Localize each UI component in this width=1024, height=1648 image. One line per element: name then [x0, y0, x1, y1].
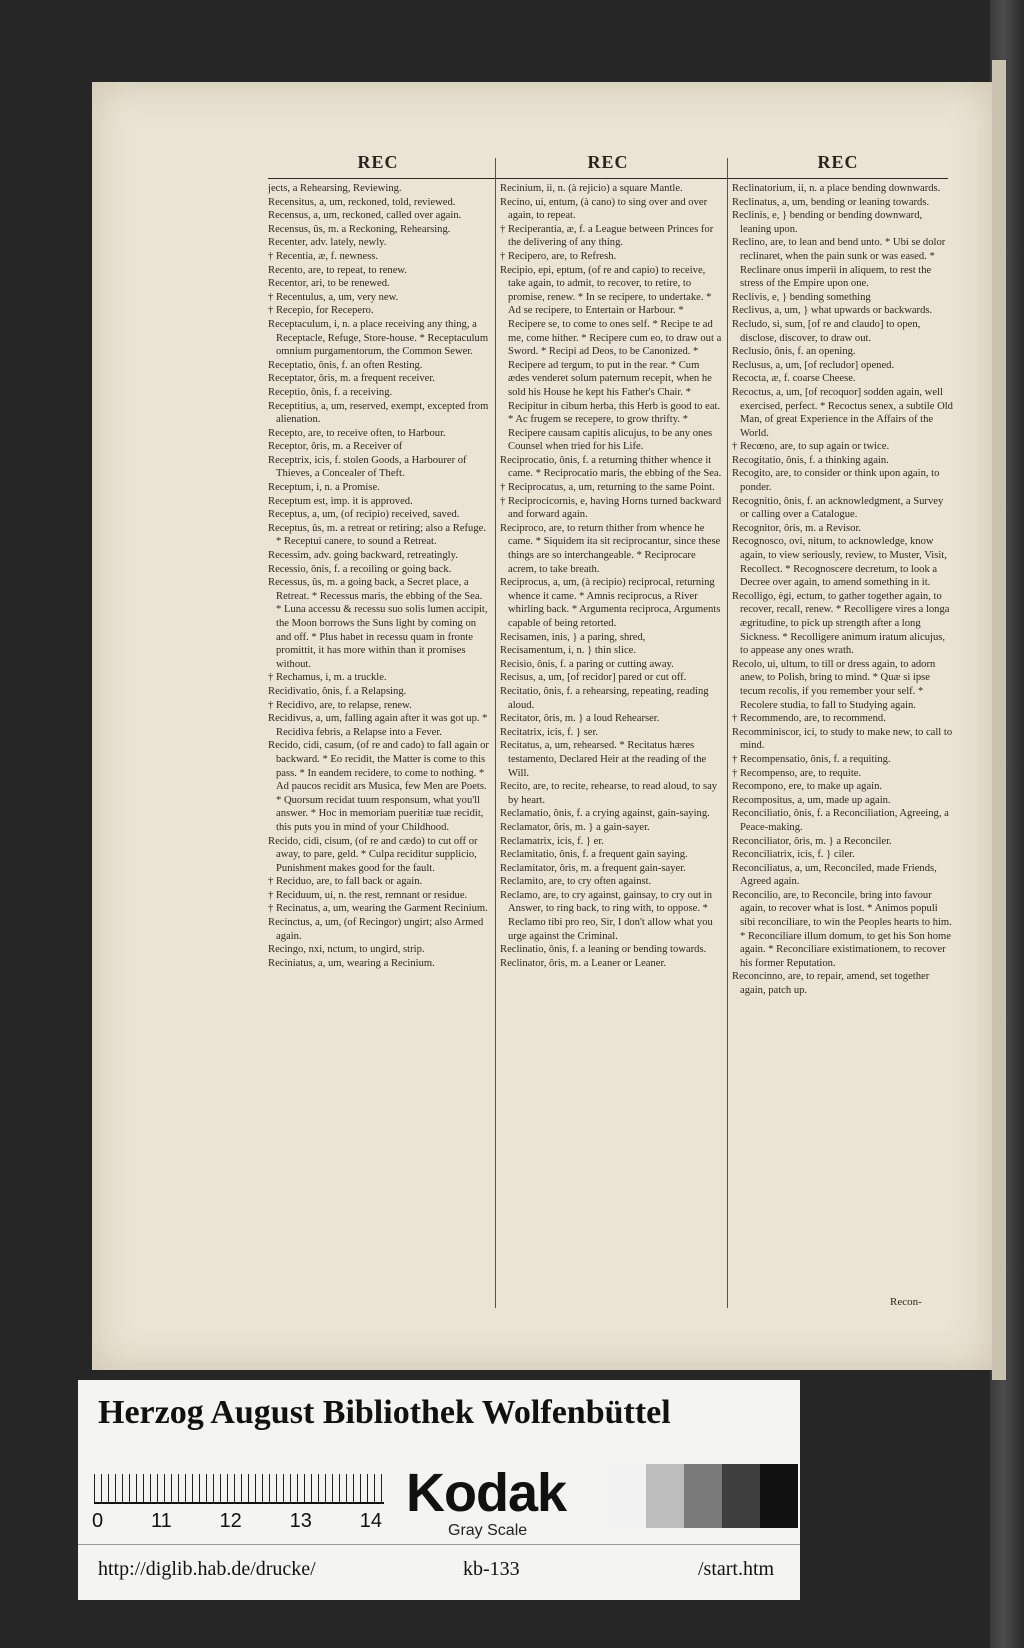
ruler-number: 12 — [219, 1510, 242, 1532]
dictionary-entry: Recessim, adv. going backward, retreatingly. — [268, 550, 458, 562]
dictionary-entry: jects, a Rehearsing, Reviewing. — [268, 183, 402, 194]
dictionary-entry: † Reciperantia, æ, f. a League between Princes for the delivering of any thing. — [500, 223, 714, 249]
dictionary-entry: Recomminiscor, ici, to study to make new, to call to mind. — [732, 726, 953, 752]
running-headwords — [268, 152, 948, 179]
dictionary-entry: Recipio, epi, eptum, (of re and capio) to receive, take again, to admit, to recover, to retire, to promise, renew. * In se recipere, to undertake. * Ad se recipere, to Entertain or Harbour. * Recipere se, to come to ones self. * Recipe te ad me, come hither. * Recipere cum eo, to draw out a Sword. * Recipi ad Deos, to be Canonized. * Recipere ad tergum, to put in the rear. * Cum ædes venderet solum paternum recepit, when he sold his House he kept his Father's Chair. * Recipitur in cibum herba, this Herb is good to eat. * Ac frugem se recepere, to grow thrifty. * Recipere causam capitis alicujus, to be any ones Counsel when tried for his Life. — [500, 264, 722, 453]
dictionary-entry: † Recompensatio, ônis, f. a requiting. — [732, 753, 891, 765]
headword-left: REC — [357, 152, 399, 172]
dictionary-column-2 — [500, 182, 722, 1307]
digitization-target-strip — [78, 1380, 800, 1600]
dictionary-entry: Recludo, si, sum, [of re and claudo] to open, disclose, discover, to draw out. — [732, 318, 921, 344]
library-url[interactable]: http://diglib.hab.de/drucke/ — [98, 1558, 316, 1580]
dictionary-entry: † Reciprocatus, a, um, returning to the same Point. — [500, 482, 715, 494]
dictionary-entry: Recolligo, ègi, ectum, to gather together again, to recover, recall, renew. * Recolligere vires a longa ægritudine, to pick up strength after a long Sickness. * Recolligere animum iratum alicujus, to appease any ones wrath. — [732, 590, 950, 657]
dictionary-entry: Receptum est, imp. it is approved. — [268, 495, 413, 507]
dictionary-entry: Receptio, ônis, f. a receiving. — [268, 386, 393, 398]
dictionary-entry: Reclamitatio, ônis, f. a frequent gain saying. — [500, 849, 688, 861]
dictionary-entry: Reclinatus, a, um, bending or leaning towards. — [732, 196, 930, 208]
gray-patch — [722, 1464, 760, 1528]
dictionary-entry: Recognitio, ônis, f. an acknowledgment, a Survey or calling over a Catalogue. — [732, 495, 944, 521]
dictionary-entry: Reclivis, e, } bending something — [732, 291, 871, 303]
catchword: Recon- — [890, 1296, 922, 1308]
dictionary-entry: Reclamo, are, to cry against, gainsay, to cry out in Answer, to ring back, to ring with, to oppose. * Reclamo tibi pro reo, Sir, I don't allow what you urge against the Criminal. — [500, 889, 713, 942]
dictionary-entry: Recessio, ônis, f. a recoiling or going back. — [268, 563, 452, 575]
ruler-number: 0 — [92, 1510, 104, 1532]
dictionary-entry: † Reciprocicornis, e, having Horns turned backward and forward again. — [500, 495, 722, 521]
dictionary-entry: Recisio, ônis, f. a paring or cutting away. — [500, 658, 674, 670]
dictionary-entry: Receptum, i, n. a Promise. — [268, 482, 380, 494]
dictionary-entry: Recitatus, a, um, rehearsed. * Recitatus hæres testamento, Declared Heir at the reading of the Will. — [500, 740, 707, 779]
dictionary-entry: Reclinator, ôris, m. a Leaner or Leaner. — [500, 957, 667, 969]
dictionary-entry: † Reciduo, are, to fall back or again. — [268, 876, 423, 888]
dictionary-entry: Recidivatio, ônis, f. a Relapsing. — [268, 685, 407, 697]
dictionary-entry: Recognosco, ovi, nitum, to acknowledge, know again, to view seriously, review, to Muster, Visit, Recollect. * Recognoscere decretum, to look a Decree over again, to amend something in it. — [732, 536, 947, 589]
dictionary-entry: † Recommendo, are, to recommend. — [732, 713, 886, 725]
dictionary-entry: Recitatrix, icis, f. } ser. — [500, 726, 599, 738]
dictionary-entry: Recolo, ui, ultum, to till or dress again, to adorn anew, to Polish, bring to mind. * Quæ si ipse tecum recolis, if you remember your self. * Recolere studia, to fall to Studying again. — [732, 658, 936, 711]
dictionary-entry: Recoctus, a, um, [of recoquor] sodden again, well exercised, perfect. * Recoctus senex, a subtile Old Man, of great Experience in the Affairs of the World. — [732, 386, 953, 439]
dictionary-entry: Recensitus, a, um, reckoned, told, reviewed. — [268, 196, 456, 208]
dictionary-entry: Receptor, ôris, m. a Receiver of — [268, 441, 403, 453]
gray-patch — [684, 1464, 722, 1528]
dictionary-entry: Reconcilio, are, to Reconcile, bring into favour again, to recover what is lost. * Animos populi sibi reconciliare, to win the Peoples hearts to him. * Reconciliare illum domum, to get his Son home again. * Reconciliare existimationem, to recover his former Reputation. — [732, 889, 952, 969]
dictionary-entry: Reconciliatus, a, um, Reconciled, made Friends, Agreed again. — [732, 862, 937, 888]
gray-scale-label: Gray Scale — [448, 1522, 528, 1539]
dictionary-entry: † Recidivo, are, to relapse, renew. — [268, 699, 412, 711]
dictionary-entry: † Recinatus, a, um, wearing the Garment Recinium. — [268, 903, 488, 915]
dictionary-entry: Recognitor, ôris, m. a Revisor. — [732, 522, 862, 534]
dictionary-column-1 — [268, 182, 490, 1307]
dictionary-entry: Receptrix, icis, f. stolen Goods, a Harbourer of Thieves, a Concealer of Theft. — [268, 454, 467, 480]
gray-scale-patches — [608, 1464, 798, 1528]
column-rule — [727, 158, 728, 1308]
page-fore-edge — [992, 60, 1006, 1380]
dictionary-entry: Reconciliatrix, icis, f. } ciler. — [732, 849, 855, 861]
ruler-number: 11 — [150, 1510, 172, 1532]
dictionary-entry: Reciniatus, a, um, wearing a Recinium. — [268, 957, 435, 969]
dictionary-entry: Reclamatrix, icis, f. } er. — [500, 835, 604, 847]
dictionary-entry: Recompono, ere, to make up again. — [732, 781, 883, 793]
headword-right: REC — [817, 152, 859, 172]
dictionary-entry: Reconciliatio, ônis, f. a Reconciliation, Agreeing, a Peace-making. — [732, 808, 949, 833]
dictionary-entry: † Reciduum, ui, n. the rest, remnant or residue. — [268, 889, 468, 901]
dictionary-entry: Reclinatio, ônis, f. a leaning or bending towards. — [500, 944, 707, 956]
dictionary-entry: Recensus, ûs, m. a Reckoning, Rehearsing. — [268, 223, 451, 235]
ruler-numbers — [92, 1510, 382, 1533]
dictionary-entry: Recinium, ii, n. (à rejicio) a square Mantle. — [500, 183, 683, 194]
dictionary-entry: Recento, are, to repeat, to renew. — [268, 264, 408, 276]
shelfmark-code: kb-133 — [463, 1558, 520, 1580]
library-name: Herzog August Bibliothek Wolfenbüttel — [98, 1394, 671, 1431]
dictionary-entry: Reclamito, are, to cry often against. — [500, 876, 652, 888]
dictionary-entry: Recito, are, to recite, rehearse, to read aloud, to say by heart. — [500, 781, 718, 806]
ruler-number: 13 — [289, 1510, 312, 1532]
dictionary-entry: Recisamen, inis, } a paring, shred, — [500, 631, 646, 643]
dictionary-entry: Receptus, ûs, m. a retreat or retiring; also a Refuge. * Receptui canere, to sound a Retreat. — [268, 522, 486, 548]
dictionary-entry: Reciproco, are, to return thither from whence he came. * Siquidem ita sit reciprocantur, since these things are so interchangeable. * Reciprocare acrem, to take breath. — [500, 522, 721, 575]
dictionary-column-3 — [732, 182, 954, 1307]
dictionary-entry: Reclivus, a, um, } what upwards or backwards. — [732, 305, 933, 317]
dictionary-entry: Reciprocatio, ônis, f. a returning thither whence it came. * Reciprocatio maris, the ebbing of the Sea. — [500, 454, 722, 480]
dictionary-entry: Reclusus, a, um, [of recludor] opened. — [732, 359, 895, 371]
dictionary-entry: Recitator, ôris, m. } a loud Rehearser. — [500, 713, 660, 725]
dictionary-entry: Receptator, ôris, m. a frequent receiver. — [268, 373, 435, 385]
dictionary-entry: Reclino, are, to lean and bend unto. * Ubi se dolor reclinaret, when the pain sunk or was eased. * Reclinare onus imperii in aliquem, to rest the stress of the Empire upon one. — [732, 237, 946, 290]
dictionary-entry: Recogito, are, to consider or think upon again, to ponder. — [732, 468, 940, 494]
dictionary-entry: † Recepio, for Recepero. — [268, 305, 374, 317]
dictionary-entry: Recingo, nxi, nctum, to ungird, strip. — [268, 944, 425, 956]
dictionary-entry: † Recœno, are, to sup again or twice. — [732, 441, 890, 453]
dictionary-entry: Recido, cidi, cisum, (of re and cædo) to cut off or away, to pare, geld. * Culpa reciditur supplicio, Punishment makes good for the fault. — [268, 835, 478, 874]
dictionary-entry: Recepto, are, to receive often, to Harbour. — [268, 427, 446, 439]
gray-patch — [608, 1464, 646, 1528]
gray-patch — [760, 1464, 798, 1528]
dictionary-entry: Reclamator, ôris, m. } a gain-sayer. — [500, 821, 650, 833]
dictionary-entry: † Recentulus, a, um, very new. — [268, 291, 399, 303]
dictionary-entry: Receptitius, a, um, reserved, exempt, excepted from alienation. — [268, 400, 489, 426]
dictionary-entry: † Recentia, æ, f. newness. — [268, 250, 379, 262]
dictionary-entry: Reclinis, e, } bending or bending downward, leaning upon. — [732, 210, 923, 235]
dictionary-entry: Recompositus, a, um, made up again. — [732, 794, 891, 806]
dictionary-entry: Reclamatio, ônis, f. a crying against, gain-saying. — [500, 808, 710, 820]
dictionary-entry: Reconcinno, are, to repair, amend, set together again, patch up. — [732, 971, 930, 997]
dictionary-entry: † Recompenso, are, to requite. — [732, 767, 862, 779]
dictionary-entry: Recenter, adv. lately, newly. — [268, 237, 387, 249]
dictionary-entry: Receptatio, ônis, f. an often Resting. — [268, 359, 423, 371]
dictionary-entry: Reciprocus, a, um, (à recipio) reciprocal, returning whence it came. * Amnis reciprocus, a River whirling back. * Argumenta reciproca, Arguments capable of being retorted. — [500, 577, 721, 629]
dictionary-entry: Reclusio, ônis, f. an opening. — [732, 346, 856, 358]
dictionary-entry: Recitatio, ônis, f. a rehearsing, repeating, reading aloud. — [500, 685, 709, 711]
dictionary-entry: Recinctus, a, um, (of Recingor) ungirt; also Armed again. — [268, 917, 484, 942]
dictionary-entry: Recessus, ûs, m. a going back, a Secret place, a Retreat. * Recessus maris, the ebbing of the Sea. * Luna accessu & recessu suo solis lumen accipit, the Moon borrows the Suns light by coming on and off. * Plus habet in recessu quam in fronte promittit, it has more within than it promises without. — [268, 577, 488, 670]
dictionary-entry: Recocta, æ, f. coarse Cheese. — [732, 373, 856, 385]
column-rule — [495, 158, 496, 1308]
strip-divider — [78, 1544, 800, 1545]
dictionary-entry: Receptaculum, i, n. a place receiving any thing, a Receptacle, Refuge, Store-house. * Receptaculum omnium purgamentorum, the Common Sewer. — [268, 318, 489, 358]
dictionary-entry: Recensus, a, um, reckoned, called over again. — [268, 210, 462, 222]
kodak-logo: Kodak — [406, 1463, 567, 1523]
scale-ruler — [94, 1474, 384, 1504]
start-link[interactable]: /start.htm — [698, 1558, 775, 1580]
dictionary-entry: Reclinatorium, ii, n. a place bending downwards. — [732, 183, 941, 194]
dictionary-entry: Recino, ui, entum, (à cano) to sing over and over again, to repeat. — [500, 196, 708, 222]
dictionary-entry: Reconciliator, ôris, m. } a Reconciler. — [732, 835, 892, 847]
dictionary-entry: Recisamentum, i, n. } thin slice. — [500, 645, 637, 657]
dictionary-entry: † Recipero, are, to Refresh. — [500, 250, 617, 262]
headword-center: REC — [587, 152, 629, 172]
dictionary-entry: Recido, cidi, casum, (of re and cado) to fall again or backward. * Eo recidit, the Matter is come to this pass. * In eandem recidere, to come to nothing. * Ad paucos recidit ars Musica, few Men are Poets. * Quorsum recidat tuum responsum, what you'll answer. * Hoc in memoriam pueritiæ tuæ recidit, this puts you in mind of your Childhood. — [268, 740, 489, 833]
dictionary-entry: Recisus, a, um, [of recidor] pared or cut off. — [500, 672, 687, 684]
dictionary-entry: † Rechamus, i, m. a truckle. — [268, 672, 387, 684]
dictionary-entry: Recentor, ari, to be renewed. — [268, 278, 390, 290]
ruler-number: 14 — [359, 1510, 382, 1532]
dictionary-entry: Recidivus, a, um, falling again after it was got up. * Recidiva febris, a Relapse into a Fever. — [268, 713, 488, 738]
dictionary-entry: Reclamitator, ôris, m. a frequent gain-sayer. — [500, 862, 686, 874]
dictionary-entry: Recogitatio, ônis, f. a thinking again. — [732, 454, 889, 466]
dictionary-entry: Receptus, a, um, (of recipio) received, saved. — [268, 509, 460, 521]
gray-patch — [646, 1464, 684, 1528]
